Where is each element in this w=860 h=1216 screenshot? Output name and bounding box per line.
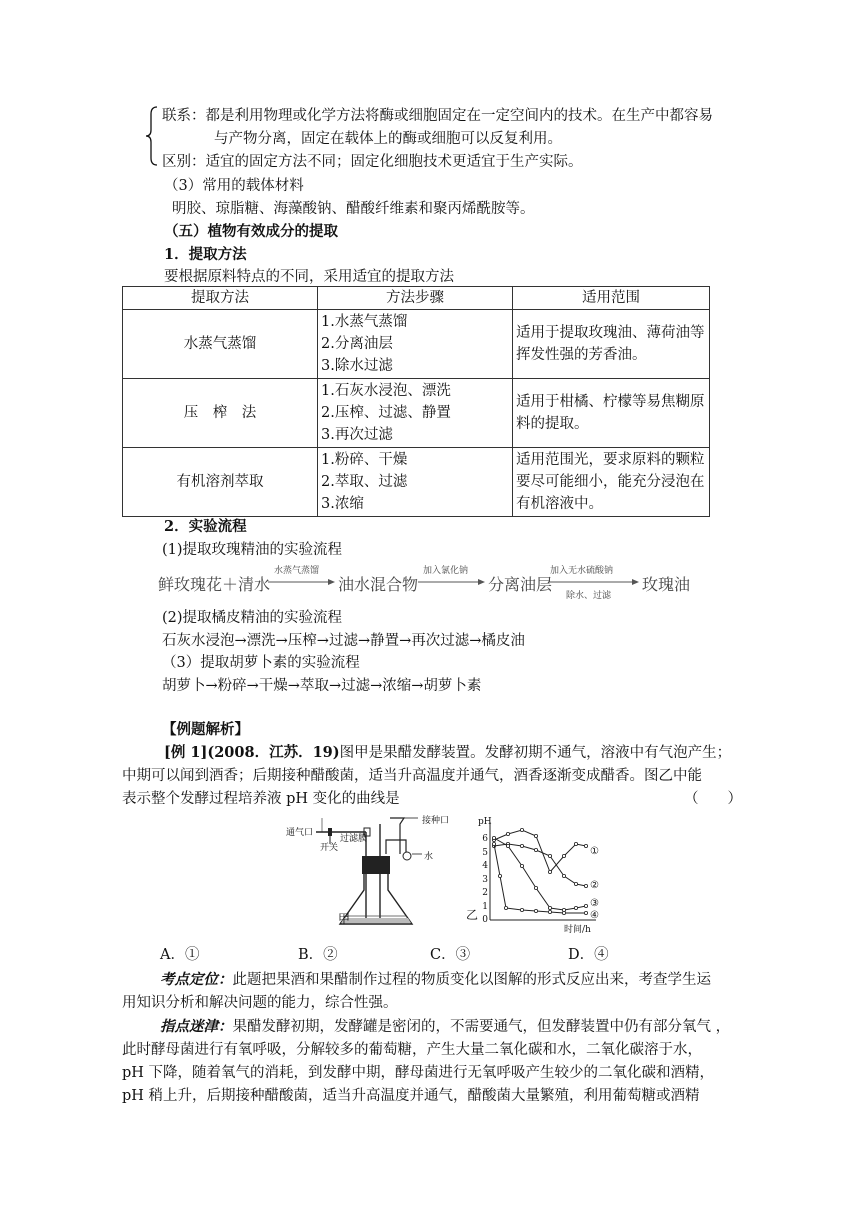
curve-4-line [494, 844, 586, 913]
curve-point [548, 906, 551, 909]
question-text: 图甲是果醋发酵装置。发酵初期不通气，溶液中有气泡产生； [339, 745, 732, 761]
step-item: 3.再次过滤 [321, 427, 393, 443]
curve-label: ④ [590, 910, 599, 921]
kaodian-text: 此题把果酒和果醋制作过程的物质变化以图解的形式反应出来，考查学生运 [232, 972, 711, 988]
ph-curves-figure [468, 816, 618, 940]
curve-point [506, 832, 509, 835]
apparatus-label-port: 接种口 [422, 816, 450, 826]
table-header: 提取方法 [123, 287, 318, 310]
table-row [123, 379, 710, 448]
apparatus-label-filter: 过滤膜 [340, 834, 368, 844]
method-cell: 压 榨 法 [123, 379, 318, 448]
y-tick-label: 2 [482, 888, 488, 898]
option-c: C．③ [430, 947, 471, 963]
y-tick-label: 6 [482, 834, 488, 844]
table-header: 方法步骤 [318, 287, 513, 310]
method-cell: 水蒸气蒸馏 [123, 310, 318, 379]
answer-paren: （ ） [684, 791, 742, 807]
example-question-line-3: 表示整个发酵过程培养液 pH 变化的曲线是 [122, 791, 400, 807]
curve-1-line [494, 830, 586, 872]
curve-point [574, 906, 577, 909]
curve-point [492, 842, 495, 845]
flow-arrow-label: 除水、过滤 [566, 591, 612, 601]
flow-arrow-icon [418, 578, 486, 586]
curve-point [534, 909, 537, 912]
chart-xlabel: 时间/h [564, 925, 591, 935]
curve-point [548, 854, 551, 857]
carrot-flow: 胡萝卜→粉碎→干燥→萃取→过滤→浓缩→胡萝卜素 [162, 678, 482, 694]
y-tick-label: 3 [482, 874, 488, 885]
steps-cell [318, 310, 513, 379]
sub-1-heading: 1．提取方法 [164, 246, 247, 263]
curve-point [520, 828, 523, 831]
step-item: 1.石灰水浸泡、漂洗 [321, 383, 451, 399]
carrier-heading: （3）常用的载体材料 [164, 178, 304, 194]
example-question-line-2: 中期可以闻到酒香；后期接种醋酸菌，适当升高温度并通气，酒香逐渐变成醋香。图乙中能 [122, 768, 702, 784]
curve-point [504, 906, 507, 909]
step-item: 1.水蒸气蒸馏 [321, 314, 408, 330]
zhidian-line-2: 此时酵母菌进行有氧呼吸，分解较多的葡萄糖，产生大量二氧化碳和水，二氧化碳溶于水， [122, 1042, 702, 1058]
example-heading: 【例题解析】 [162, 721, 249, 738]
table-header: 适用范围 [513, 287, 710, 310]
scope-cell: 适用于提取玫瑰油、薄荷油等挥发性强的芳香油。 [513, 310, 710, 379]
curve-point [534, 834, 537, 837]
extraction-methods-table [122, 286, 710, 517]
sub-1-intro: 要根据原料特点的不同，采用适宜的提取方法 [164, 269, 454, 285]
example-question-line-1 [164, 743, 731, 763]
step-item: 2.分离油层 [321, 336, 393, 352]
option-d: D．④ [568, 947, 609, 963]
y-tick-label: 5 [482, 847, 488, 858]
zhidian-text: 果醋发酵初期，发酵罐是密闭的，不需要通气，但发酵装置中仍有部分氧气 ， [232, 1019, 731, 1035]
lianxi-line-2: 与产物分离，固定在载体上的酶或细胞可以反复利用。 [214, 131, 562, 147]
kaodian-line-2: 用知识分析和解决问题的能力，综合性强。 [122, 995, 398, 1011]
table-row [123, 310, 710, 379]
apparatus-label-water: 水 [424, 852, 434, 862]
qubie-line: 区别：适宜的固定方法不同；固定化细胞技术更适宜于生产实际。 [162, 154, 583, 170]
steps-cell [318, 448, 513, 517]
curve-point [574, 882, 577, 885]
curve-point [506, 844, 509, 847]
curve-point [574, 842, 577, 845]
curve-point [520, 844, 523, 847]
curve-point [584, 844, 587, 847]
flow-node: 分离油层 [488, 575, 553, 594]
flow-node: 油水混合物 [338, 575, 419, 594]
curve-point [584, 911, 587, 914]
flow-node: 玫瑰油 [642, 575, 691, 594]
curve-point [520, 908, 523, 911]
apparatus-label-inlet: 通气口 [286, 828, 314, 838]
scope-cell: 适用范围光，要求原料的颗粒要尽可能细小，能充分浸泡在有机溶液中。 [513, 448, 710, 517]
kaodian-line-1 [160, 970, 711, 990]
curve-label: ③ [590, 898, 599, 909]
flow-arrow-label: 加入无水硫酸钠 [550, 566, 614, 576]
curly-brace-icon [146, 106, 158, 166]
sub-2-heading: 2．实验流程 [164, 518, 247, 535]
zhidian-label: 指点迷津： [160, 1018, 233, 1035]
flow-arrow-label: 加入氯化钠 [423, 566, 469, 576]
zhidian-line-4: pH 稍上升，后期接种醋酸菌，适当升高温度并通气，醋酸菌大量繁殖，利用葡萄糖或酒精 [122, 1088, 700, 1104]
step-item: 3.除水过滤 [321, 358, 393, 374]
step-item: 2.压榨、过滤、静置 [321, 405, 451, 421]
carrot-flow-heading: （3）提取胡萝卜素的实验流程 [162, 655, 360, 671]
curve-point [492, 836, 495, 839]
curve-label: ① [590, 846, 599, 857]
curve-point [548, 870, 551, 873]
figure-name-yi: 乙 [466, 908, 479, 922]
orange-flow-heading: (2)提取橘皮精油的实验流程 [162, 610, 343, 626]
chart-ylabel: pH [478, 817, 492, 827]
y-tick-label: 1 [482, 901, 488, 912]
example-label: [例 1](2008．江苏．19) [164, 744, 340, 761]
y-tick-label: 0 [482, 915, 488, 925]
carrier-body: 明胶、琼脂糖、海藻酸钠、醋酸纤维素和聚丙烯酰胺等。 [172, 201, 535, 217]
rose-flow-heading: (1)提取玫瑰精油的实验流程 [162, 542, 343, 558]
scope-cell: 适用于柑橘、柠檬等易焦糊原料的提取。 [513, 379, 710, 448]
curve-point [520, 864, 523, 867]
flow-node: 鲜玫瑰花＋清水 [158, 575, 271, 594]
zhidian-line-3: pH 下降，随着氧气的消耗，到发酵中期，酵母菌进行无氧呼吸产生较少的二氧化碳和酒精， [122, 1065, 715, 1081]
flow-arrow-icon [268, 578, 336, 586]
curve-point [562, 911, 565, 914]
option-b: B．② [298, 947, 338, 963]
curve-point [498, 874, 501, 877]
flow-arrow-label: 水蒸气蒸馏 [274, 566, 320, 576]
table-header-row [123, 287, 710, 310]
curve-point [562, 874, 565, 877]
step-item: 2.萃取、过滤 [321, 474, 408, 490]
kaodian-label: 考点定位： [160, 971, 233, 988]
curve-point [534, 886, 537, 889]
curve-label: ② [590, 880, 599, 891]
option-a: A．① [160, 947, 200, 963]
orange-flow: 石灰水浸泡→漂洗→压榨→过滤→静置→再次过滤→橘皮油 [162, 633, 525, 649]
curve-point [548, 910, 551, 913]
step-item: 1.粉碎、干燥 [321, 452, 408, 468]
y-tick-label: 4 [482, 861, 488, 871]
section-5-heading: （五）植物有效成分的提取 [164, 223, 338, 240]
flow-arrow-icon [548, 578, 640, 586]
step-item: 3.浓缩 [321, 496, 364, 512]
curve-point [584, 904, 587, 907]
curve-3-line [494, 838, 586, 910]
steps-cell [318, 379, 513, 448]
curve-2-line [494, 844, 586, 886]
curve-point [534, 848, 537, 851]
method-cell: 有机溶剂萃取 [123, 448, 318, 517]
zhidian-line-1 [160, 1017, 730, 1037]
table-row [123, 448, 710, 517]
figure-name-jia: 甲 [338, 912, 351, 926]
apparatus-label-switch: 开关 [320, 843, 339, 853]
lianxi-line-1: 联系：都是利用物理或化学方法将酶或细胞固定在一定空间内的技术。在生产中都容易 [162, 108, 713, 124]
curve-point [562, 854, 565, 857]
chart-yticks [480, 833, 488, 928]
curve-point [584, 884, 587, 887]
